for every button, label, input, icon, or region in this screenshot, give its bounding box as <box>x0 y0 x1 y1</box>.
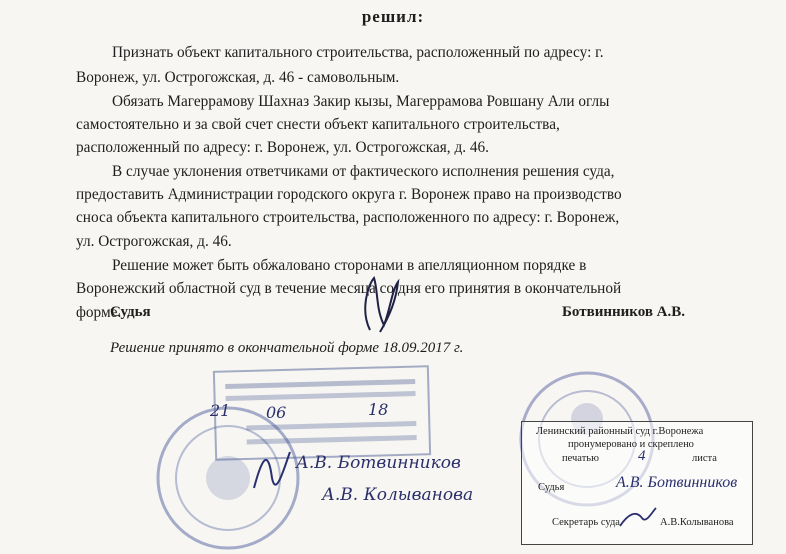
stamp-signature-icon <box>244 438 304 508</box>
text-line: сноса объекта капитального строительства, расположенного по адресу: г. Воронеж, <box>76 209 620 226</box>
stamp-numbered-text: пронумеровано и скреплено <box>568 439 694 450</box>
stamp-court-name: Ленинский районный суд г.Воронежа <box>536 426 704 437</box>
text-line: Воронеж, ул. Острогожская, д. 46 - самовольным. <box>76 69 400 86</box>
text-line: Воронежский областной суд в течение месяца со дня его принятия в окончательной <box>76 280 622 297</box>
numbering-stamp <box>521 421 753 545</box>
text-line: Обязать Магеррамову Шахназ Закир кызы, Магеррамова Ровшану Али оглы <box>112 93 610 110</box>
text-line: самостоятельно и за свой счет снести объект капитального строительства, <box>76 116 560 133</box>
final-form-note: Решение принято в окончательной форме 18.09.2017 г. <box>110 340 464 356</box>
stamp-handwritten-judge: А.В. Ботвинников <box>296 453 461 473</box>
stamp-sheet-count: 4 <box>638 448 646 464</box>
text-line: Решение может быть обжаловано сторонами в апелляционном порядке в <box>112 257 587 274</box>
stamp-date-day: 21 <box>210 401 231 420</box>
judge-name: Ботвинников А.В. <box>562 304 686 320</box>
stamp-date-year: 18 <box>368 400 389 419</box>
stamp-judge-label: Судья <box>538 482 565 493</box>
judge-label: Судья <box>110 304 151 320</box>
text-line: Признать объект капитального строительства, расположенный по адресу: г. <box>112 44 604 61</box>
stamp-secretary-label: Секретарь суда <box>552 517 620 528</box>
stamp-handwritten-secretary: А.В. Колыванова <box>322 485 474 505</box>
text-line: форме. <box>76 304 122 321</box>
text-line: ул. Острогожская, д. 46. <box>76 233 232 250</box>
stamp-secretary-name: А.В.Колыванова <box>660 517 734 528</box>
secretary-signature-icon <box>618 504 658 530</box>
text-line: предоставить Администрации городского округа г. Воронеж право на производство <box>76 186 622 203</box>
stamp-seal-label: печатью <box>562 453 599 464</box>
stamp-sheets-label: листа <box>692 453 717 464</box>
text-line: расположенный по адресу: г. Воронеж, ул. Острогожская, д. 46. <box>76 139 490 156</box>
decision-heading: решил: <box>361 7 425 26</box>
stamp-date-month: 06 <box>266 403 287 422</box>
stamp-judge-handwriting: А.В. Ботвинников <box>616 474 738 491</box>
text-line: В случае уклонения ответчиками от фактического исполнения решения суда, <box>112 163 615 180</box>
judge-signature-icon <box>340 270 420 340</box>
